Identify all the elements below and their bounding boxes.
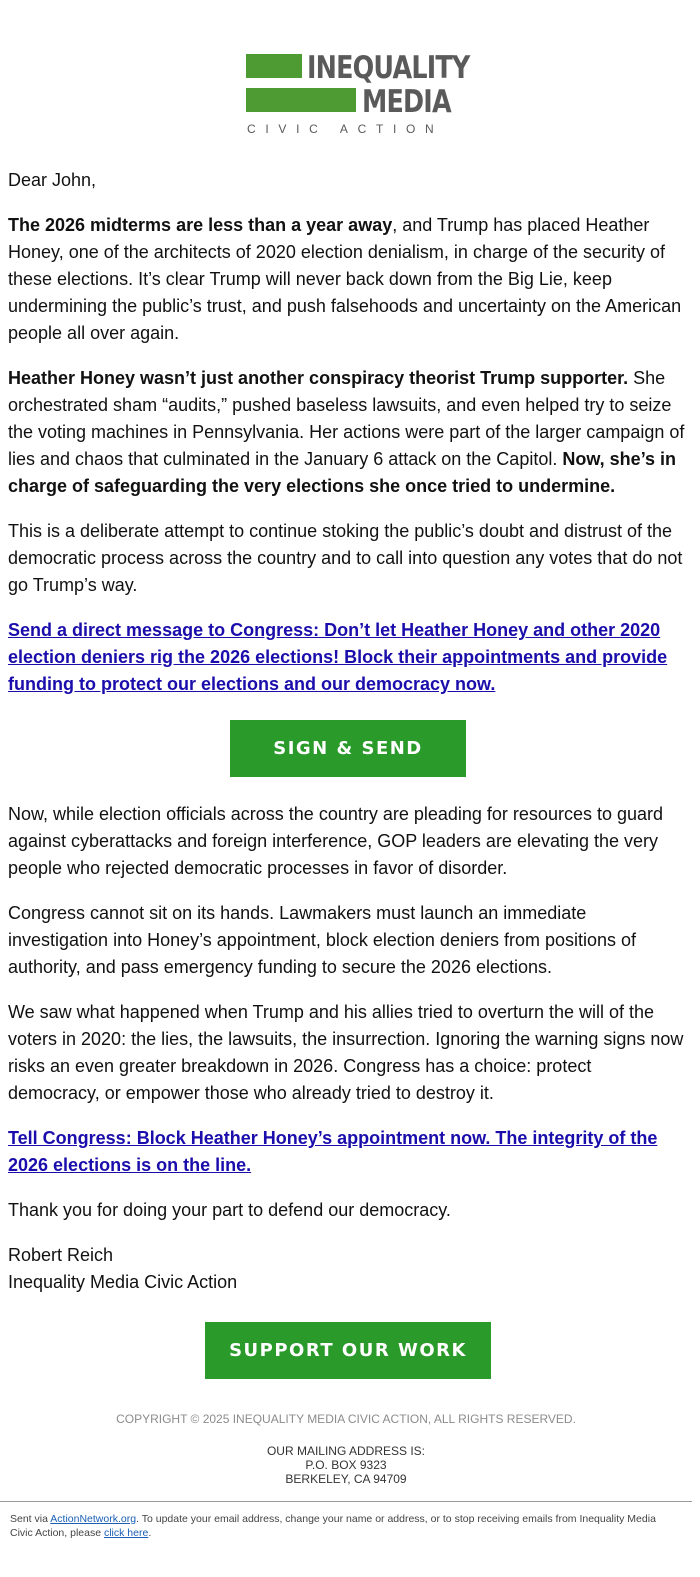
brand-logo bbox=[246, 50, 470, 142]
paragraph-1-lead: The 2026 midterms are less than a year away bbox=[8, 215, 393, 235]
footer-note-end: . bbox=[148, 1527, 152, 1539]
paragraph-5: Congress cannot sit on its hands. Lawmakers must launch an immediate investigation into Honey’s appointment, block election deniers from positions of authority, and pass emergency funding to secure the 2026 elections. bbox=[8, 903, 637, 977]
greeting: Dear John, bbox=[8, 170, 97, 190]
logo-bar-bottom bbox=[246, 88, 356, 112]
thank-you: Thank you for doing your part to defend our democracy. bbox=[8, 1200, 451, 1220]
logo-subtitle: CIVIC ACTION bbox=[247, 122, 444, 136]
cta-paragraph-2 bbox=[8, 1125, 688, 1179]
sign-and-send-button[interactable]: SIGN & SEND bbox=[230, 720, 466, 777]
logo-word-inequality: INEQUALITY bbox=[307, 50, 470, 86]
tell-congress-link[interactable]: Tell Congress: Block Heather Honey’s appointment now. The integrity of the 2026 elections is on the line. bbox=[8, 1128, 658, 1175]
signer-name: Robert Reich bbox=[8, 1245, 114, 1265]
address-line-2: BERKELEY, CA 94709 bbox=[285, 1472, 407, 1486]
footer-note-prefix: Sent via bbox=[10, 1513, 51, 1525]
copyright: COPYRIGHT © 2025 INEQUALITY MEDIA CIVIC ACTION, ALL RIGHTS RESERVED. bbox=[116, 1412, 576, 1426]
paragraph-2-emphasis: Now, she’s in charge of safeguarding the very elections she once tried to undermine. bbox=[8, 449, 677, 496]
paragraph-1 bbox=[8, 212, 688, 347]
paragraph-6: We saw what happened when Trump and his allies tried to overturn the will of the voters in 2020: the lies, the lawsuits, the insurrection. Ignoring the warning signs now risks an even greater breakdown in 2026. Congress has a choice: protect democracy, or empower those who already tried to destroy it. bbox=[8, 1002, 684, 1103]
logo-bar-top bbox=[246, 54, 302, 78]
paragraph-2-lead: Heather Honey wasn’t just another conspiracy theorist Trump supporter. bbox=[8, 368, 629, 388]
message-congress-link[interactable]: Send a direct message to Congress: Don’t let Heather Honey and other 2020 election deniers rig the 2026 elections! Block their appointments and provide funding to protect our elections and our democracy now. bbox=[8, 620, 668, 694]
signer-org: Inequality Media Civic Action bbox=[8, 1272, 238, 1292]
unsubscribe-link[interactable]: click here bbox=[103, 1527, 149, 1539]
paragraph-3: This is a deliberate attempt to continue stoking the public’s doubt and distrust of the democratic process across the country and to call into question any votes that do not go Trump’s way. bbox=[8, 521, 683, 595]
paragraph-1-text: , and Trump has placed Heather Honey, one of the architects of 2020 election denialism, in charge of the security of these elections. It’s clear Trump will never back down from the Big Lie, keep undermining the public’s trust, and push falsehoods and uncertainty on the American people all over again. bbox=[8, 215, 682, 343]
paragraph-2 bbox=[8, 365, 688, 500]
paragraph-4: Now, while election officials across the country are pleading for resources to guard against cyberattacks and foreign interference, GOP leaders are elevating the very people who rejected democratic processes in favor of disorder. bbox=[8, 804, 664, 878]
footer-divider bbox=[0, 1501, 692, 1502]
footer-note bbox=[10, 1512, 680, 1540]
address-label: OUR MAILING ADDRESS IS: bbox=[266, 1444, 426, 1458]
footer-note-text: . To update your email address, change your name or address, or to stop receiving emails from Inequality Media Civic Action, please bbox=[10, 1513, 656, 1539]
logo-word-media: MEDIA bbox=[362, 84, 451, 120]
support-button-row bbox=[8, 1322, 688, 1379]
address-line-1: P.O. BOX 9323 bbox=[305, 1458, 387, 1472]
mailing-address bbox=[0, 1444, 692, 1486]
actionnetwork-link[interactable]: ActionNetwork.org bbox=[50, 1513, 137, 1525]
support-our-work-button[interactable]: SUPPORT OUR WORK bbox=[205, 1322, 491, 1379]
sign-button-row bbox=[8, 720, 688, 777]
cta-paragraph-1 bbox=[8, 617, 688, 698]
email-body bbox=[8, 167, 688, 1403]
signature bbox=[8, 1242, 688, 1296]
paragraph-2-text: She orchestrated sham “audits,” pushed baseless lawsuits, and even helped try to seize the voting machines in Pennsylvania. Her actions were part of the larger campaign of lies and chaos that culminated in the January 6 attack on the Capitol. bbox=[8, 368, 685, 469]
